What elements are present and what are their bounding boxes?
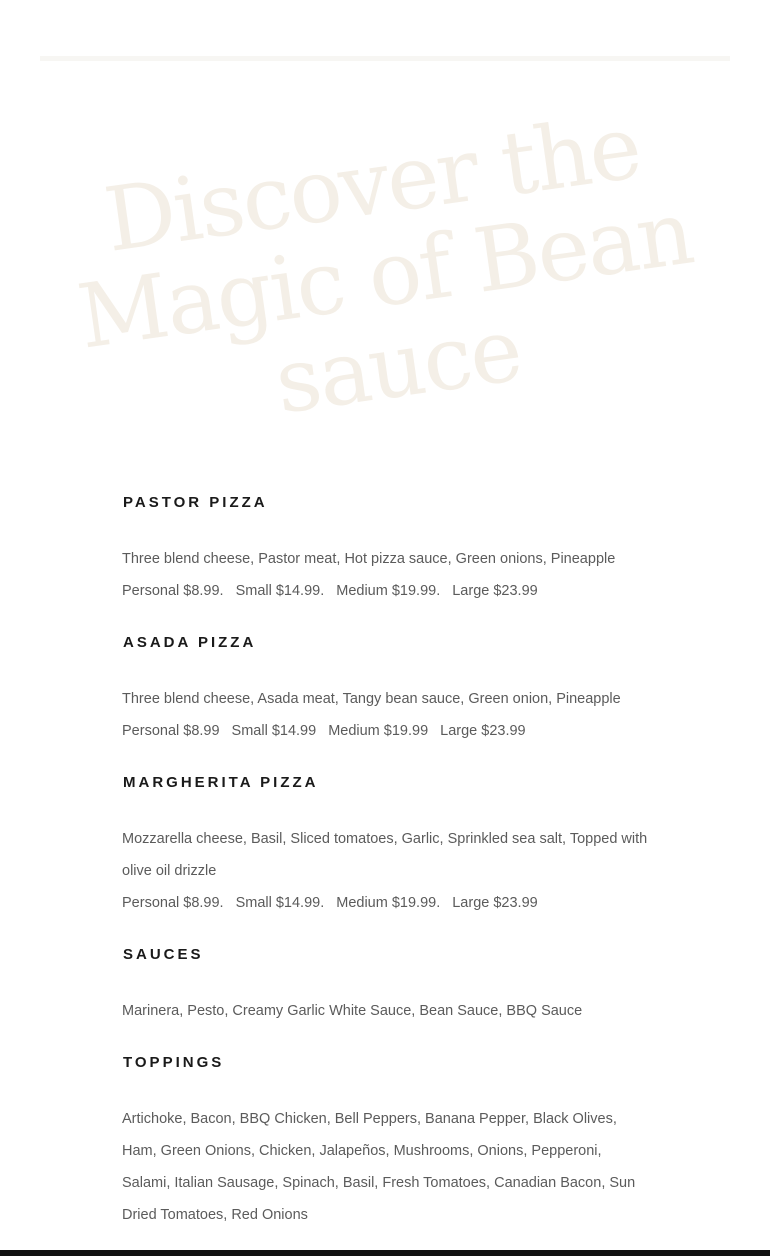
menu-section-margherita-pizza: [122, 773, 652, 919]
price-large: Large $23.99: [440, 723, 526, 739]
price-medium: Medium $19.99.: [336, 895, 441, 911]
price-medium: Medium $19.99.: [336, 583, 441, 599]
hero-banner: [40, 94, 730, 440]
section-title: ASADA PIZZA: [123, 634, 257, 651]
price-personal: Personal $8.99.: [122, 583, 224, 599]
section-description: Marinera, Pesto, Creamy Garlic White Sauce, Bean Sauce, BBQ Sauce: [122, 1003, 583, 1019]
price-large: Large $23.99: [452, 583, 538, 599]
menu-section-sauces: [122, 945, 652, 1027]
section-prices: [122, 575, 652, 607]
section-description: Mozzarella cheese, Basil, Sliced tomatoes, Garlic, Sprinkled sea salt, Topped with olive oil drizzle: [122, 831, 648, 879]
section-prices: [122, 887, 652, 919]
menu-section-pastor-pizza: [122, 493, 652, 607]
hero-title: Discover the Magic of Bean sauce: [71, 94, 698, 434]
section-description: Three blend cheese, Pastor meat, Hot pizza sauce, Green onions, Pineapple: [122, 551, 616, 567]
price-personal: Personal $8.99: [122, 723, 220, 739]
menu-section-toppings: [122, 1053, 652, 1231]
price-large: Large $23.99: [452, 895, 538, 911]
price-medium: Medium $19.99: [328, 723, 429, 739]
section-description: Artichoke, Bacon, BBQ Chicken, Bell Peppers, Banana Pepper, Black Olives, Ham, Green Onions, Chicken, Jalapeños, Mushrooms, Onions, Pepperoni, Salami, Italian Sausage, Spinach, Basil, Fresh Tomatoes, Canadian Bacon, Sun Dried Tomatoes, Red Onions: [122, 1111, 636, 1223]
price-personal: Personal $8.99.: [122, 895, 224, 911]
section-title: PASTOR PIZZA: [123, 494, 268, 511]
price-small: Small $14.99: [231, 723, 317, 739]
section-title: TOPPINGS: [123, 1054, 225, 1071]
menu-section-asada-pizza: [122, 633, 652, 747]
header-divider: [40, 56, 730, 61]
section-title: MARGHERITA PIZZA: [123, 774, 319, 791]
section-description: Three blend cheese, Asada meat, Tangy bean sauce, Green onion, Pineapple: [122, 691, 621, 707]
section-title: SAUCES: [123, 946, 204, 963]
price-small: Small $14.99.: [235, 895, 325, 911]
footer-bar: [0, 1250, 770, 1256]
section-prices: [122, 715, 652, 747]
price-small: Small $14.99.: [235, 583, 325, 599]
